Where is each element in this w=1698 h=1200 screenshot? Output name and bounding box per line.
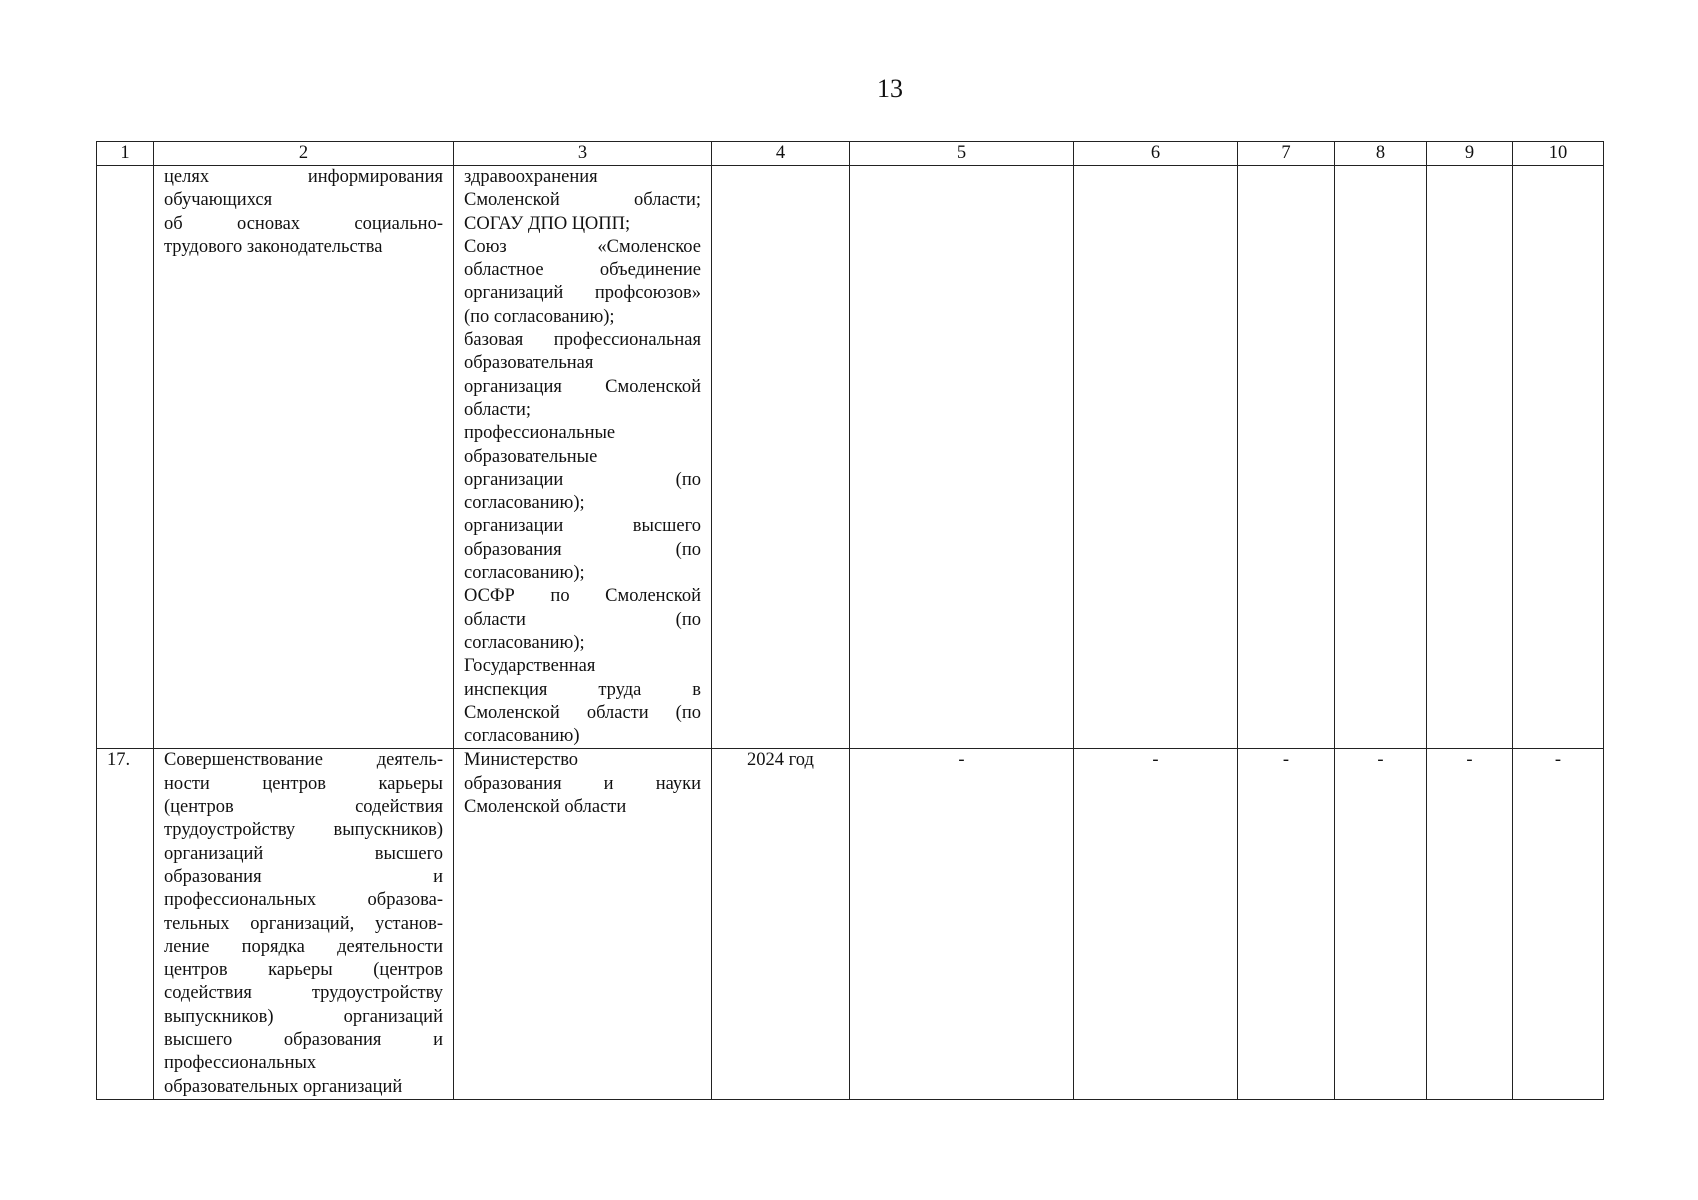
col-header-3: 3 — [454, 142, 712, 166]
value-cell-6 — [1074, 166, 1238, 749]
text-line: согласованию) — [464, 726, 580, 747]
text-line: обучающихся — [164, 190, 273, 211]
measure-cell — [154, 749, 454, 1099]
text-line: организации (по — [464, 469, 701, 490]
measure-lines — [164, 166, 443, 259]
text-line: образования (по — [464, 539, 701, 560]
text-line: выпускников) организаций — [164, 1006, 443, 1027]
term-cell: 2024 год — [712, 749, 850, 1099]
row-number — [97, 166, 154, 749]
col-header-2: 2 — [154, 142, 454, 166]
table-row-continuation — [97, 166, 1604, 749]
text-line: об основах социально- — [164, 213, 443, 234]
value-cell-9 — [1427, 166, 1513, 749]
text-line: Союз «Смоленское — [464, 236, 701, 257]
text-line: согласованию); — [464, 632, 585, 653]
text-line: образовательная — [464, 353, 594, 374]
value-cell-6: - — [1074, 749, 1238, 1099]
text-line: содействия трудоустройству — [164, 983, 443, 1004]
text-line: Смоленской области (по — [464, 702, 701, 723]
text-line: согласованию); — [464, 493, 585, 514]
value-cell-9: - — [1427, 749, 1513, 1099]
text-line: (центров содействия — [164, 797, 443, 818]
text-line: Смоленской области — [464, 797, 627, 818]
value-cell-8: - — [1335, 749, 1427, 1099]
value-cell-8 — [1335, 166, 1427, 749]
value-cell-10: - — [1513, 749, 1604, 1099]
text-line: ности центров карьеры — [164, 773, 443, 794]
measure-lines — [164, 749, 443, 1098]
text-line: базовая профессиональная — [464, 330, 701, 351]
text-line: инспекция труда в — [464, 679, 701, 700]
text-line: области; — [464, 399, 531, 420]
text-line: Государственная — [464, 656, 596, 677]
text-line: ОСФР по Смоленской — [464, 586, 701, 607]
value-cell-5: - — [850, 749, 1074, 1099]
column-number-row — [97, 142, 1604, 166]
col-header-6: 6 — [1074, 142, 1238, 166]
text-line: (по согласованию); — [464, 306, 615, 327]
value-cell-7 — [1238, 166, 1335, 749]
text-line: СОГАУ ДПО ЦОПП; — [464, 213, 631, 234]
executor-lines — [464, 749, 701, 819]
text-line: профессиональных — [164, 1053, 317, 1074]
value-cell-10 — [1513, 166, 1604, 749]
text-line: высшего образования и — [164, 1029, 443, 1050]
text-line: согласованию); — [464, 563, 585, 584]
text-line: ление порядка деятельности — [164, 936, 443, 957]
text-line: тельных организаций, установ- — [164, 913, 443, 934]
col-header-4: 4 — [712, 142, 850, 166]
col-header-9: 9 — [1427, 142, 1513, 166]
measure-cell — [154, 166, 454, 749]
text-line: профессиональных образова- — [164, 890, 443, 911]
col-header-5: 5 — [850, 142, 1074, 166]
text-line: профессиональные — [464, 423, 616, 444]
text-line: Смоленской области; — [464, 190, 701, 211]
text-line: Совершенствование деятель- — [164, 750, 443, 771]
executor-cell — [454, 166, 712, 749]
row-number: 17. — [97, 749, 154, 1099]
col-header-1: 1 — [97, 142, 154, 166]
plan-table — [96, 141, 1604, 1100]
table-row-17 — [97, 749, 1604, 1099]
text-line: целях информирования — [164, 167, 443, 187]
executor-lines — [464, 166, 701, 748]
executor-cell — [454, 749, 712, 1099]
text-line: образовательных организаций — [164, 1076, 403, 1097]
text-line: области (по — [464, 609, 701, 630]
text-line: образования и науки — [464, 773, 701, 794]
col-header-8: 8 — [1335, 142, 1427, 166]
text-line: здравоохранения — [464, 167, 598, 187]
col-header-10: 10 — [1513, 142, 1604, 166]
col-header-7: 7 — [1238, 142, 1335, 166]
text-line: центров карьеры (центров — [164, 960, 443, 981]
term-cell — [712, 166, 850, 749]
text-line: трудоустройству выпускников) — [164, 820, 443, 841]
text-line: областное объединение — [464, 260, 701, 281]
text-line: образовательные — [464, 446, 598, 467]
text-line: образования и — [164, 866, 443, 887]
text-line: Министерство — [464, 750, 579, 771]
text-line: трудового законодательства — [164, 236, 383, 257]
text-line: организаций высшего — [164, 843, 443, 864]
text-line: организаций профсоюзов» — [464, 283, 701, 304]
value-cell-5 — [850, 166, 1074, 749]
page-number: 13 — [877, 74, 903, 103]
text-line: организации высшего — [464, 516, 701, 537]
text-line: организация Смоленской — [464, 376, 701, 397]
value-cell-7: - — [1238, 749, 1335, 1099]
